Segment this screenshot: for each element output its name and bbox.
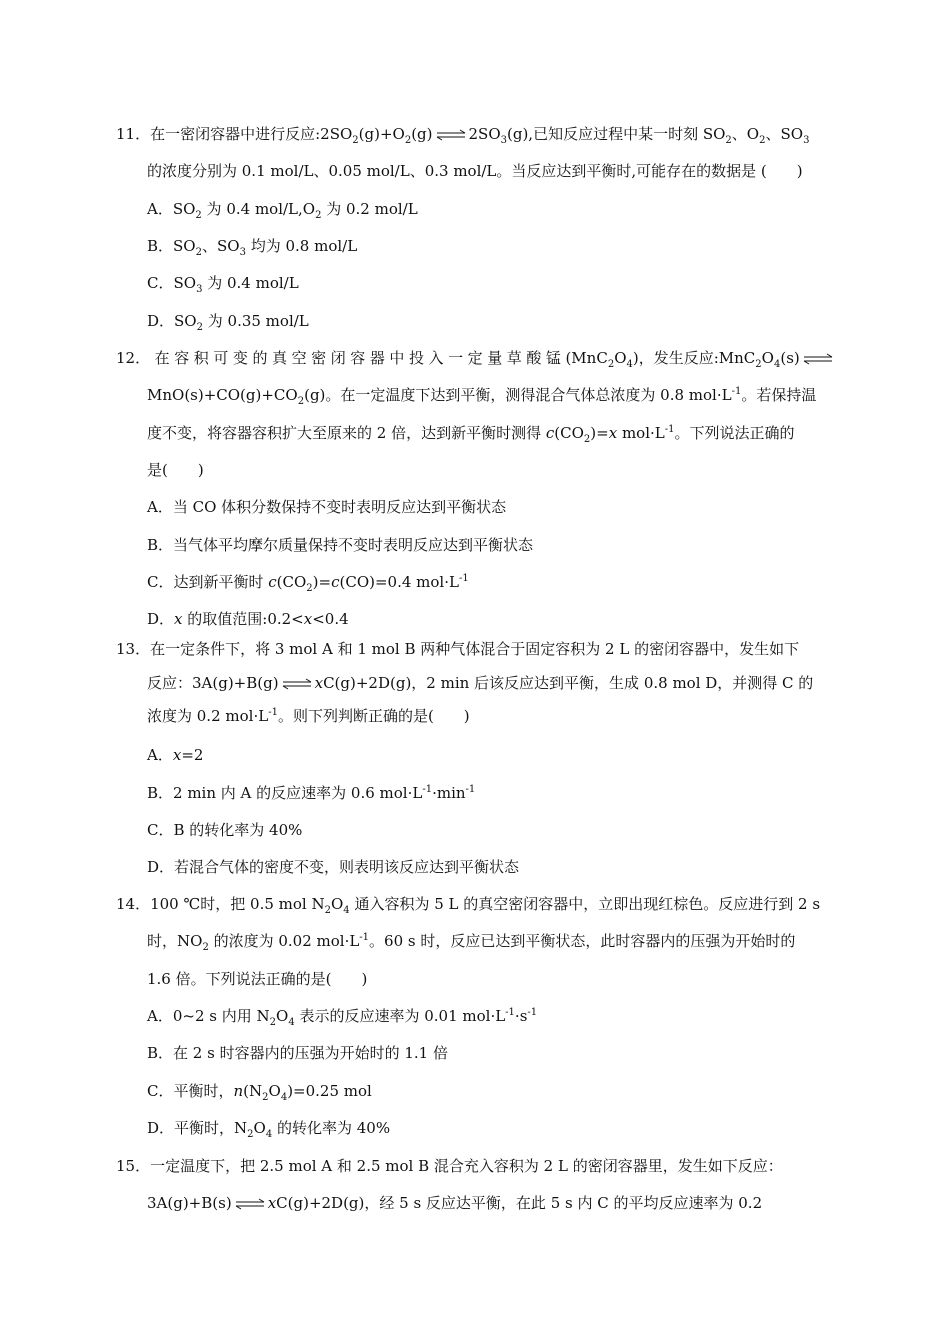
question-12-choice-c: C．达到新平衡时 $c(CO_2)=c(CO)=0.4$ $mol\cdot L^{-1}$ — [147, 573, 469, 594]
question-13-choice-c: C．B 的转化率为 40% — [147, 821, 303, 839]
question-number: 12． — [116, 349, 151, 367]
question-12-choice-b: B．当气体平均摩尔质量保持不变时表明反应达到平衡状态 — [147, 536, 534, 554]
question-14-choice-b: B．在 2 s 时容器内的压强为开始时的 1.1 倍 — [147, 1044, 448, 1062]
equilibrium-arrow-icon — [436, 129, 466, 141]
question-14-line-1: 14．100 ℃时，把 0.5 mol $N_2O_4$ 通入容积为 5 L 的真空密闭容器中，立即出现红棕色。反应进行到 2 s — [116, 895, 821, 916]
question-11-choice-c: C．$SO_3$ 为 0.4 mol/L — [147, 274, 299, 295]
question-13-choice-d: D．若混合气体的密度不变，则表明该反应达到平衡状态 — [147, 858, 520, 876]
question-number: 14． — [116, 895, 151, 913]
question-14-choice-c: C．平衡时，$n(N_2O_4)=0.25$ mol — [147, 1082, 372, 1103]
question-12-choice-d: D．x 的取值范围:0.2<x<0.4 — [147, 610, 349, 628]
equilibrium-arrow-icon — [803, 353, 833, 365]
question-13-line-1: 13．在一定条件下，将 3 mol A 和 1 mol B 两种气体混合于固定容积为 2 L 的密闭容器中，发生如下 — [116, 640, 800, 658]
question-14-line-3: 1.6 倍。下列说法正确的是( ) — [147, 970, 368, 988]
question-12-line-4: 是( ) — [147, 461, 204, 479]
question-12-choice-a: A．当 CO 体积分数保持不变时表明反应达到平衡状态 — [147, 498, 507, 516]
question-15-line-2: 3A(g)+B(s) xC(g)+2D(g)，经 5 s 反应达平衡，在此 5 s 内 C 的平均反应速率为 0.2 — [147, 1194, 763, 1212]
question-14-line-2: 时，$NO_2$ 的浓度为 0.02 $mol\cdot L^{-1}$。60 s 时，反应已达到平衡状态，此时容器内的压强为开始时的 — [147, 932, 796, 953]
question-14-choice-d: D．平衡时，$N_2O_4$ 的转化率为 40% — [147, 1119, 391, 1140]
equilibrium-arrow-icon — [282, 678, 312, 690]
question-number: 11． — [116, 125, 151, 143]
question-12-line-3: 度不变，将容器容积扩大至原来的 2 倍，达到新平衡时测得 $c(CO_2)=x$ $mol\cdot L^{-1}$。下列说法正确的 — [147, 424, 795, 445]
question-14-choice-a: A．0~2 s 内用 $N_2O_4$ 表示的反应速率为 0.01 $mol\cdot L^{-1}\cdot s^{-1}$ — [147, 1007, 538, 1028]
question-11-choice-d: D．$SO_2$ 为 0.35 mol/L — [147, 312, 309, 333]
question-13-line-3: 浓度为 0.2 $mol\cdot L^{-1}$。则下列判断正确的是( ) — [147, 707, 470, 725]
question-number: 15． — [116, 1157, 151, 1175]
question-11-choice-b: B．$SO_2$、$SO_3$ 均为 0.8 mol/L — [147, 237, 358, 258]
question-11-choice-a: A．$SO_2$ 为 0.4 mol/$L,O_2$ 为 0.2 mol/L — [147, 200, 418, 221]
question-11-line-2: 的浓度分别为 0.1 mol/L、0.05 mol/L、0.3 mol/L。当反应达到平衡时,可能存在的数据是 ( ) — [147, 162, 803, 180]
equilibrium-arrow-icon — [235, 1198, 265, 1210]
question-13-line-2: 反应：3A(g)+B(g) xC(g)+2D(g)，2 min 后该反应达到平衡，生成 0.8 mol D，并测得 C 的 — [147, 674, 814, 692]
question-number: 13． — [116, 640, 151, 658]
question-15-line-1: 15．一定温度下，把 2.5 mol A 和 2.5 mol B 混合充入容积为 2 L 的密闭容器里，发生如下反应： — [116, 1157, 783, 1175]
question-11-line-1: 11．在一密闭容器中进行反应$:2SO_2(g)+O_2(g)$ $2SO_3(g)$,已知反应过程中某一时刻 $SO_2$、$O_2$、$SO_3$ — [116, 125, 810, 146]
question-13-choice-a: A．x=2 — [147, 746, 204, 764]
question-13-choice-b: B．2 min 内 A 的反应速率为 0.6 $mol\cdot L^{-1}\cdot\min^{-1}$ — [147, 784, 476, 802]
question-12-line-1: 12． 在 容 积 可 变 的 真 空 密 闭 容 器 中 投 入 一 定 量 草 酸 锰 $(MnC_2O_4)$，发生反应$:MnC_2O_4(s)$ — [116, 348, 836, 368]
question-12-line-2: $MnO(s)+CO(g)+CO_2(g)$。在一定温度下达到平衡，测得混合气体总浓度为 0.8 $mol\cdot L^{-1}$。若保持温 — [147, 386, 817, 407]
